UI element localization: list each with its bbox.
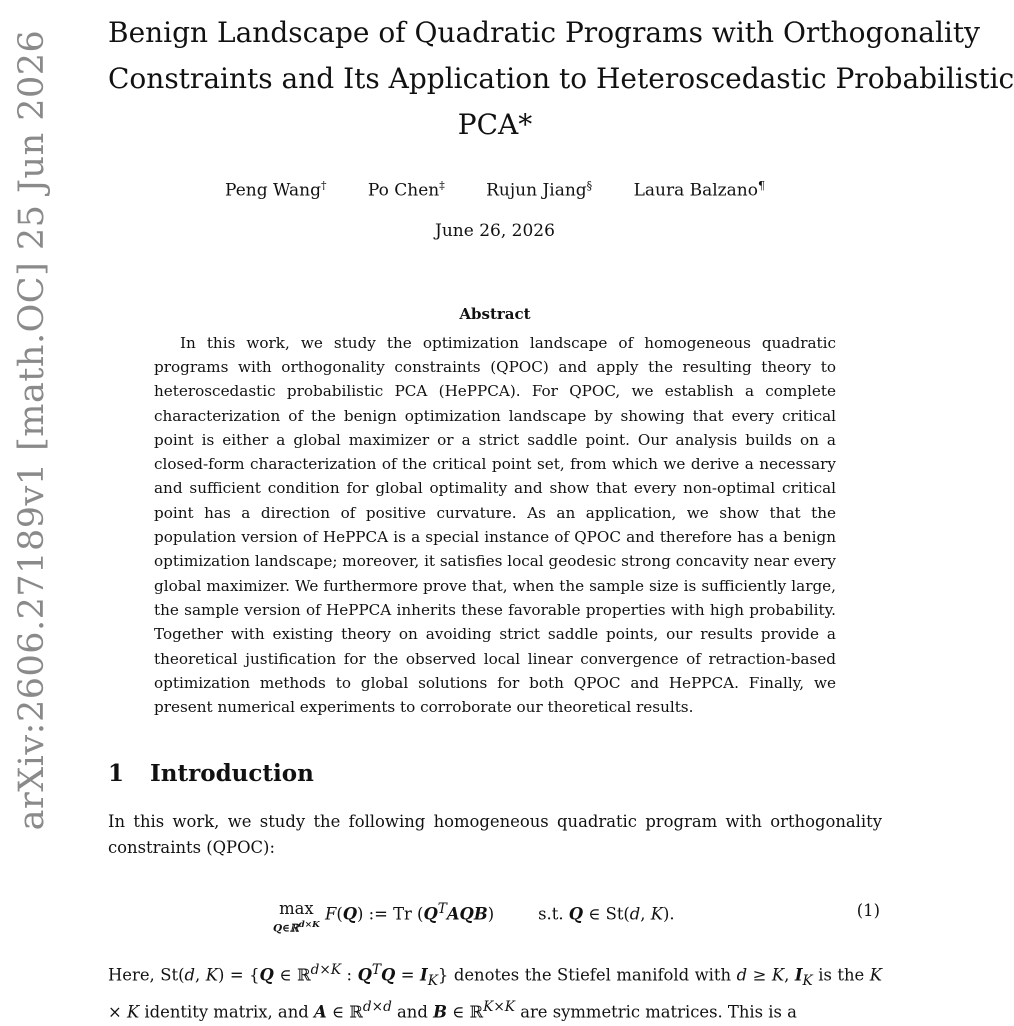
author-footnote-mark[interactable]: ‡ xyxy=(439,179,445,192)
author xyxy=(486,174,592,203)
arxiv-identifier: arXiv:2606.27189v1 [math.OC] 25 Jun 2026 xyxy=(12,29,52,831)
author xyxy=(634,174,765,203)
body-paragraph: Here, St(d, K) = {Q ∈ ℝ$^{d\times K}$ : $Q^TQ = I_K$} denotes the Stiefel manifold with d ≥ K, $I_K$ is the K × K identity matrix, and A ∈ ℝ$^{d\times d}$ and B ∈ ℝ$^{K\times K}$ are symmetric matrices. This is a xyxy=(108,962,882,1022)
title-line: Constraints and Its Application to Heteroscedastic Probabilistic xyxy=(108,62,1014,95)
abstract-heading: Abstract xyxy=(459,304,531,323)
author xyxy=(225,174,326,203)
author-list xyxy=(108,174,882,203)
paper-date: June 26, 2026 xyxy=(435,220,555,241)
equation-qpoc xyxy=(108,889,882,947)
section-title: Introduction xyxy=(150,760,314,788)
author-name: Po Chen xyxy=(367,180,440,201)
author xyxy=(368,174,445,203)
author-footnote-mark[interactable]: † xyxy=(320,179,327,192)
author-name: Rujun Jiang xyxy=(486,180,587,201)
title-line: PCA* xyxy=(457,108,533,141)
equation-body: max Q∈ℝ$^{d\times K}$ F(Q) := Tr $(Q^TAQB)$ s.t. Q ∈ St(d, K). xyxy=(273,899,675,935)
paper-title xyxy=(108,10,1014,148)
abstract xyxy=(154,305,836,720)
section-heading xyxy=(108,759,882,789)
author-footnote-mark[interactable]: § xyxy=(586,179,593,192)
equation-number[interactable]: (1) xyxy=(856,901,880,921)
author-footnote-mark[interactable]: ¶ xyxy=(757,179,765,192)
title-line: Benign Landscape of Quadratic Programs with Orthogonality xyxy=(108,16,980,49)
paper-page xyxy=(108,0,1014,1026)
section-number: 1 xyxy=(108,760,125,788)
abstract-text: In this work, we study the optimization landscape of homogeneous quadratic programs with orthogonality constraints (QPOC) and apply the resulting theory to heteroscedastic probabilistic PCA (HePPCA). For QPOC, we establish a complete characterization of the benign optimization landscape by showing that every critical point is either a global maximizer or a strict saddle point. Our analysis builds on a closed-form characterization of the critical point set, from which we derive a necessary and sufficient condition for global optimality and show that every non-optimal critical point has a direction of positive curvature. As an application, we show that the population version of HePPCA is a special instance of QPOC and therefore has a benign optimization landscape; moreover, it satisfies local geodesic strong concavity near every global maximizer. We furthermore prove that, when the sample size is sufficiently large, the sample version of HePPCA inherits these favorable properties with high probability. Together with existing theory on avoiding strict saddle points, our results provide a theoretical justification for the observed local linear convergence of retraction-based optimization methods to global solutions for both QPOC and HePPCA. Finally, we present numerical experiments to corroborate our theoretical results. xyxy=(154,333,836,717)
intro-paragraph: In this work, we study the following homogeneous quadratic program with orthogonality constraints (QPOC): xyxy=(108,812,882,858)
author-name: Laura Balzano xyxy=(633,180,758,201)
author-name: Peng Wang xyxy=(225,180,321,201)
